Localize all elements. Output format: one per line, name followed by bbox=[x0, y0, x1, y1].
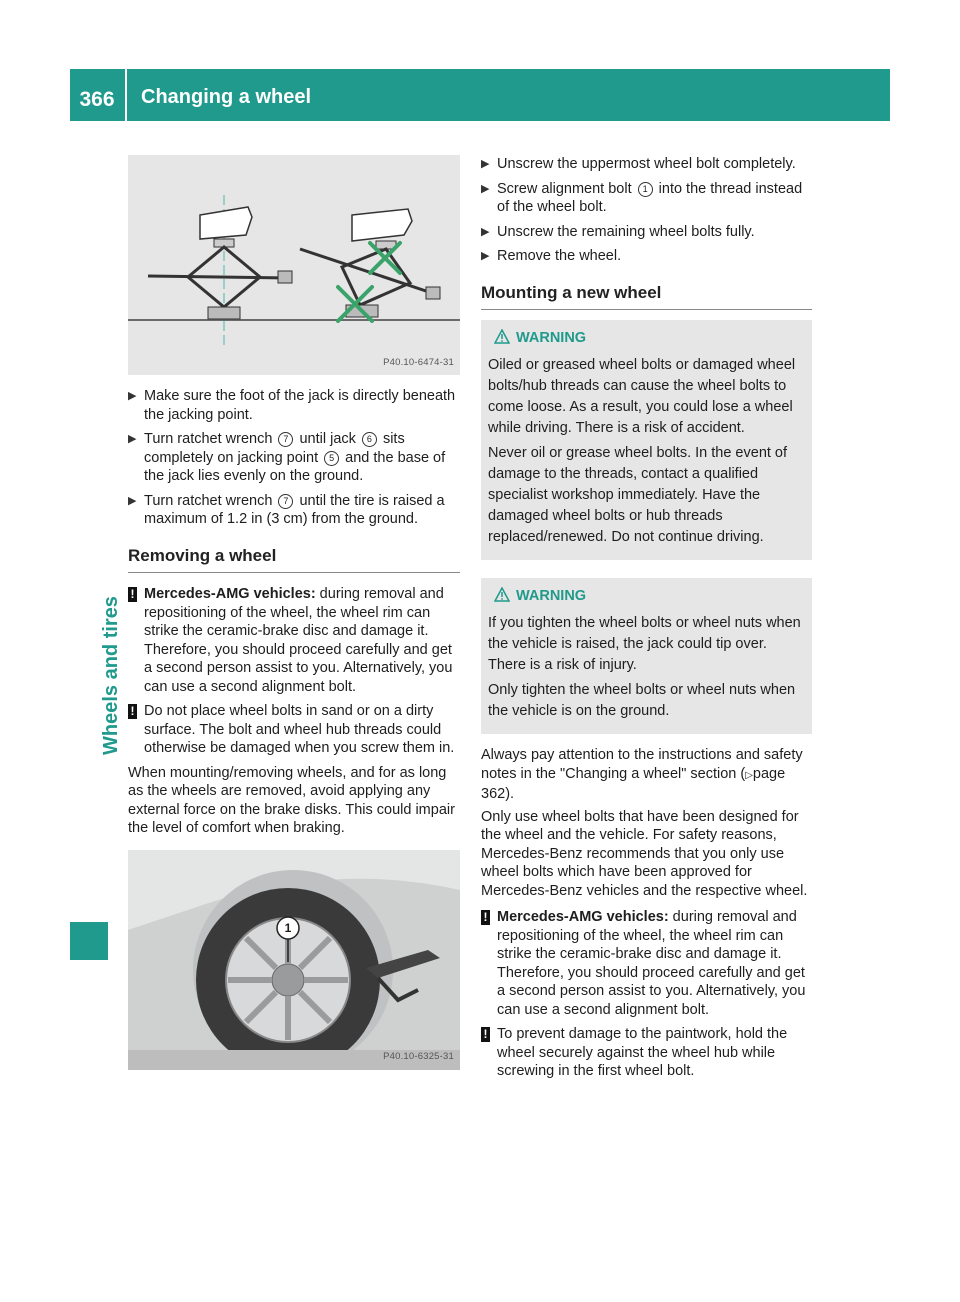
step-text: Remove the wheel. bbox=[497, 248, 622, 264]
note-text: To prevent damage to the paintwork, hold the wheel securely against the wheel hub while screwing in the first wheel bolt. bbox=[497, 1026, 788, 1079]
right-column bbox=[481, 155, 812, 1087]
side-tab-marker bbox=[70, 922, 108, 960]
step-arrow-icon: ▶ bbox=[481, 250, 490, 262]
caution-note bbox=[128, 702, 460, 758]
header-divider bbox=[125, 69, 127, 121]
step-arrow-icon: ▶ bbox=[128, 390, 137, 402]
step-item bbox=[481, 223, 812, 242]
step-text: Unscrew the remaining wheel bolts fully. bbox=[497, 223, 755, 240]
step-text: Make sure the foot of the jack is directly beneath the jacking point. bbox=[144, 388, 456, 423]
note-bold: Mercedes-AMG vehicles: bbox=[144, 586, 316, 602]
callout-number: 1 bbox=[638, 182, 653, 197]
section-heading: Removing a wheel bbox=[128, 547, 460, 574]
exclamation-icon: ! bbox=[128, 704, 137, 719]
callout-number: 6 bbox=[362, 432, 377, 447]
body-paragraph: Only use wheel bolts that have been designed for the wheel and the vehicle. For safety reasons, Mercedes-Benz recommends that you only use wheel bolts which have been approved for Mercedes-Benz vehicles and the respective wheel. bbox=[481, 808, 808, 899]
page-reference-arrow-icon: ▷ bbox=[745, 769, 753, 781]
paragraph-text: ). bbox=[505, 786, 515, 802]
warning-header bbox=[488, 328, 805, 349]
step-item bbox=[128, 492, 460, 529]
warning-text: Never oil or grease wheel bolts. In the event of damage to the threads, contact a qualified specialist workshop immediately. Have the damaged wheel bolts or hub threads replaced/renewed. Do not continue driving. bbox=[488, 445, 788, 545]
step-text: Turn ratchet wrench bbox=[144, 492, 277, 509]
warning-box bbox=[481, 578, 812, 734]
caution-note bbox=[481, 1025, 812, 1081]
step-arrow-icon: ▶ bbox=[128, 433, 137, 445]
step-item bbox=[481, 247, 812, 266]
step-item bbox=[128, 387, 460, 424]
step-arrow-icon: ▶ bbox=[481, 182, 490, 195]
step-text: until jack bbox=[295, 431, 360, 447]
step-text: until the tire is raised a maximum of 1.2 in (3 cm) from the ground. bbox=[144, 492, 445, 527]
side-tab-label: Wheels and tires bbox=[100, 596, 122, 755]
warning-text: Oiled or greased wheel bolts or damaged wheel bolts/hub threads can cause the wheel bolts to come loose. As a result, you could lose a wheel while driving. There is a risk of accident. bbox=[488, 357, 796, 436]
step-arrow-icon: ▶ bbox=[128, 494, 137, 507]
note-text: during removal and repositioning of the wheel, the wheel rim can strike the ceramic-brake disc and damage it. Therefore, you should proceed carefully and get a second person assist to you. Alternatively, you can use a second alignment bolt. bbox=[144, 586, 453, 695]
step-item bbox=[481, 180, 812, 217]
caution-note bbox=[128, 585, 460, 696]
step-text: Turn ratchet wrench bbox=[144, 431, 277, 447]
body-paragraph: When mounting/removing wheels, and for as long as the wheels are removed, avoid applying any external force on the brake disks. This could impair the level of comfort when braking. bbox=[128, 764, 455, 836]
jack-illustration bbox=[128, 155, 460, 375]
body-paragraph bbox=[481, 746, 812, 804]
exclamation-icon: ! bbox=[128, 587, 137, 602]
exclamation-icon: ! bbox=[481, 1027, 490, 1042]
left-column bbox=[128, 155, 460, 1070]
warning-text: If you tighten the wheel bolts or wheel nuts when the vehicle is raised, the jack could tip over. There is a risk of injury. bbox=[488, 615, 801, 673]
step-item bbox=[128, 430, 460, 486]
callout-number: 5 bbox=[324, 451, 339, 466]
step-text: sits completely on jacking point bbox=[144, 431, 405, 466]
step-arrow-icon: ▶ bbox=[481, 225, 490, 238]
warning-title: WARNING bbox=[516, 588, 587, 604]
note-text: during removal and repositioning of the wheel, the wheel rim can strike the ceramic-brake disc and damage it. Therefore, you should proceed carefully and get a second person assist to you. Alternatively, you can use a second alignment bolt. bbox=[497, 909, 806, 1018]
note-text: Do not place wheel bolts in sand or on a dirty surface. The bolt and wheel hub threads could otherwise be damaged when you screw them in. bbox=[144, 703, 455, 756]
warning-box bbox=[481, 320, 812, 560]
warning-text: Only tighten the wheel bolts or wheel nuts when the vehicle is on the ground. bbox=[488, 682, 796, 719]
step-arrow-icon: ▶ bbox=[481, 158, 490, 170]
callout-number: 7 bbox=[278, 432, 293, 447]
jack-diagram-svg bbox=[128, 155, 460, 375]
page-title: Changing a wheel bbox=[141, 86, 312, 108]
exclamation-icon: ! bbox=[481, 910, 490, 925]
wheel-photo-svg bbox=[128, 850, 460, 1070]
note-bold: Mercedes-AMG vehicles: bbox=[497, 909, 669, 925]
wheel-photo bbox=[128, 850, 460, 1070]
step-text: and the base of the jack lies evenly on the ground. bbox=[144, 449, 446, 484]
warning-triangle-icon bbox=[494, 329, 510, 344]
step-text: into the thread instead of the wheel bolt. bbox=[497, 180, 803, 215]
page-number: 366 bbox=[79, 88, 115, 111]
paragraph-text: Always pay attention to the instructions and safety notes in the "Changing a wheel" section ( bbox=[481, 747, 803, 782]
step-item bbox=[481, 155, 812, 174]
step-text: Screw alignment bolt bbox=[497, 180, 636, 197]
step-text: Unscrew the uppermost wheel bolt completely. bbox=[497, 156, 796, 172]
warning-title: WARNING bbox=[516, 330, 587, 346]
callout-number: 1 bbox=[284, 920, 292, 935]
caution-note bbox=[481, 908, 812, 1019]
warning-triangle-icon bbox=[494, 587, 510, 602]
figure-code: P40.10-6474-31 bbox=[383, 356, 454, 368]
warning-header bbox=[488, 586, 805, 607]
page-reference-link[interactable]: page 362 bbox=[481, 765, 786, 802]
callout-number: 7 bbox=[278, 494, 293, 509]
figure-code: P40.10-6325-31 bbox=[383, 1051, 454, 1062]
section-heading: Mounting a new wheel bbox=[481, 284, 812, 311]
